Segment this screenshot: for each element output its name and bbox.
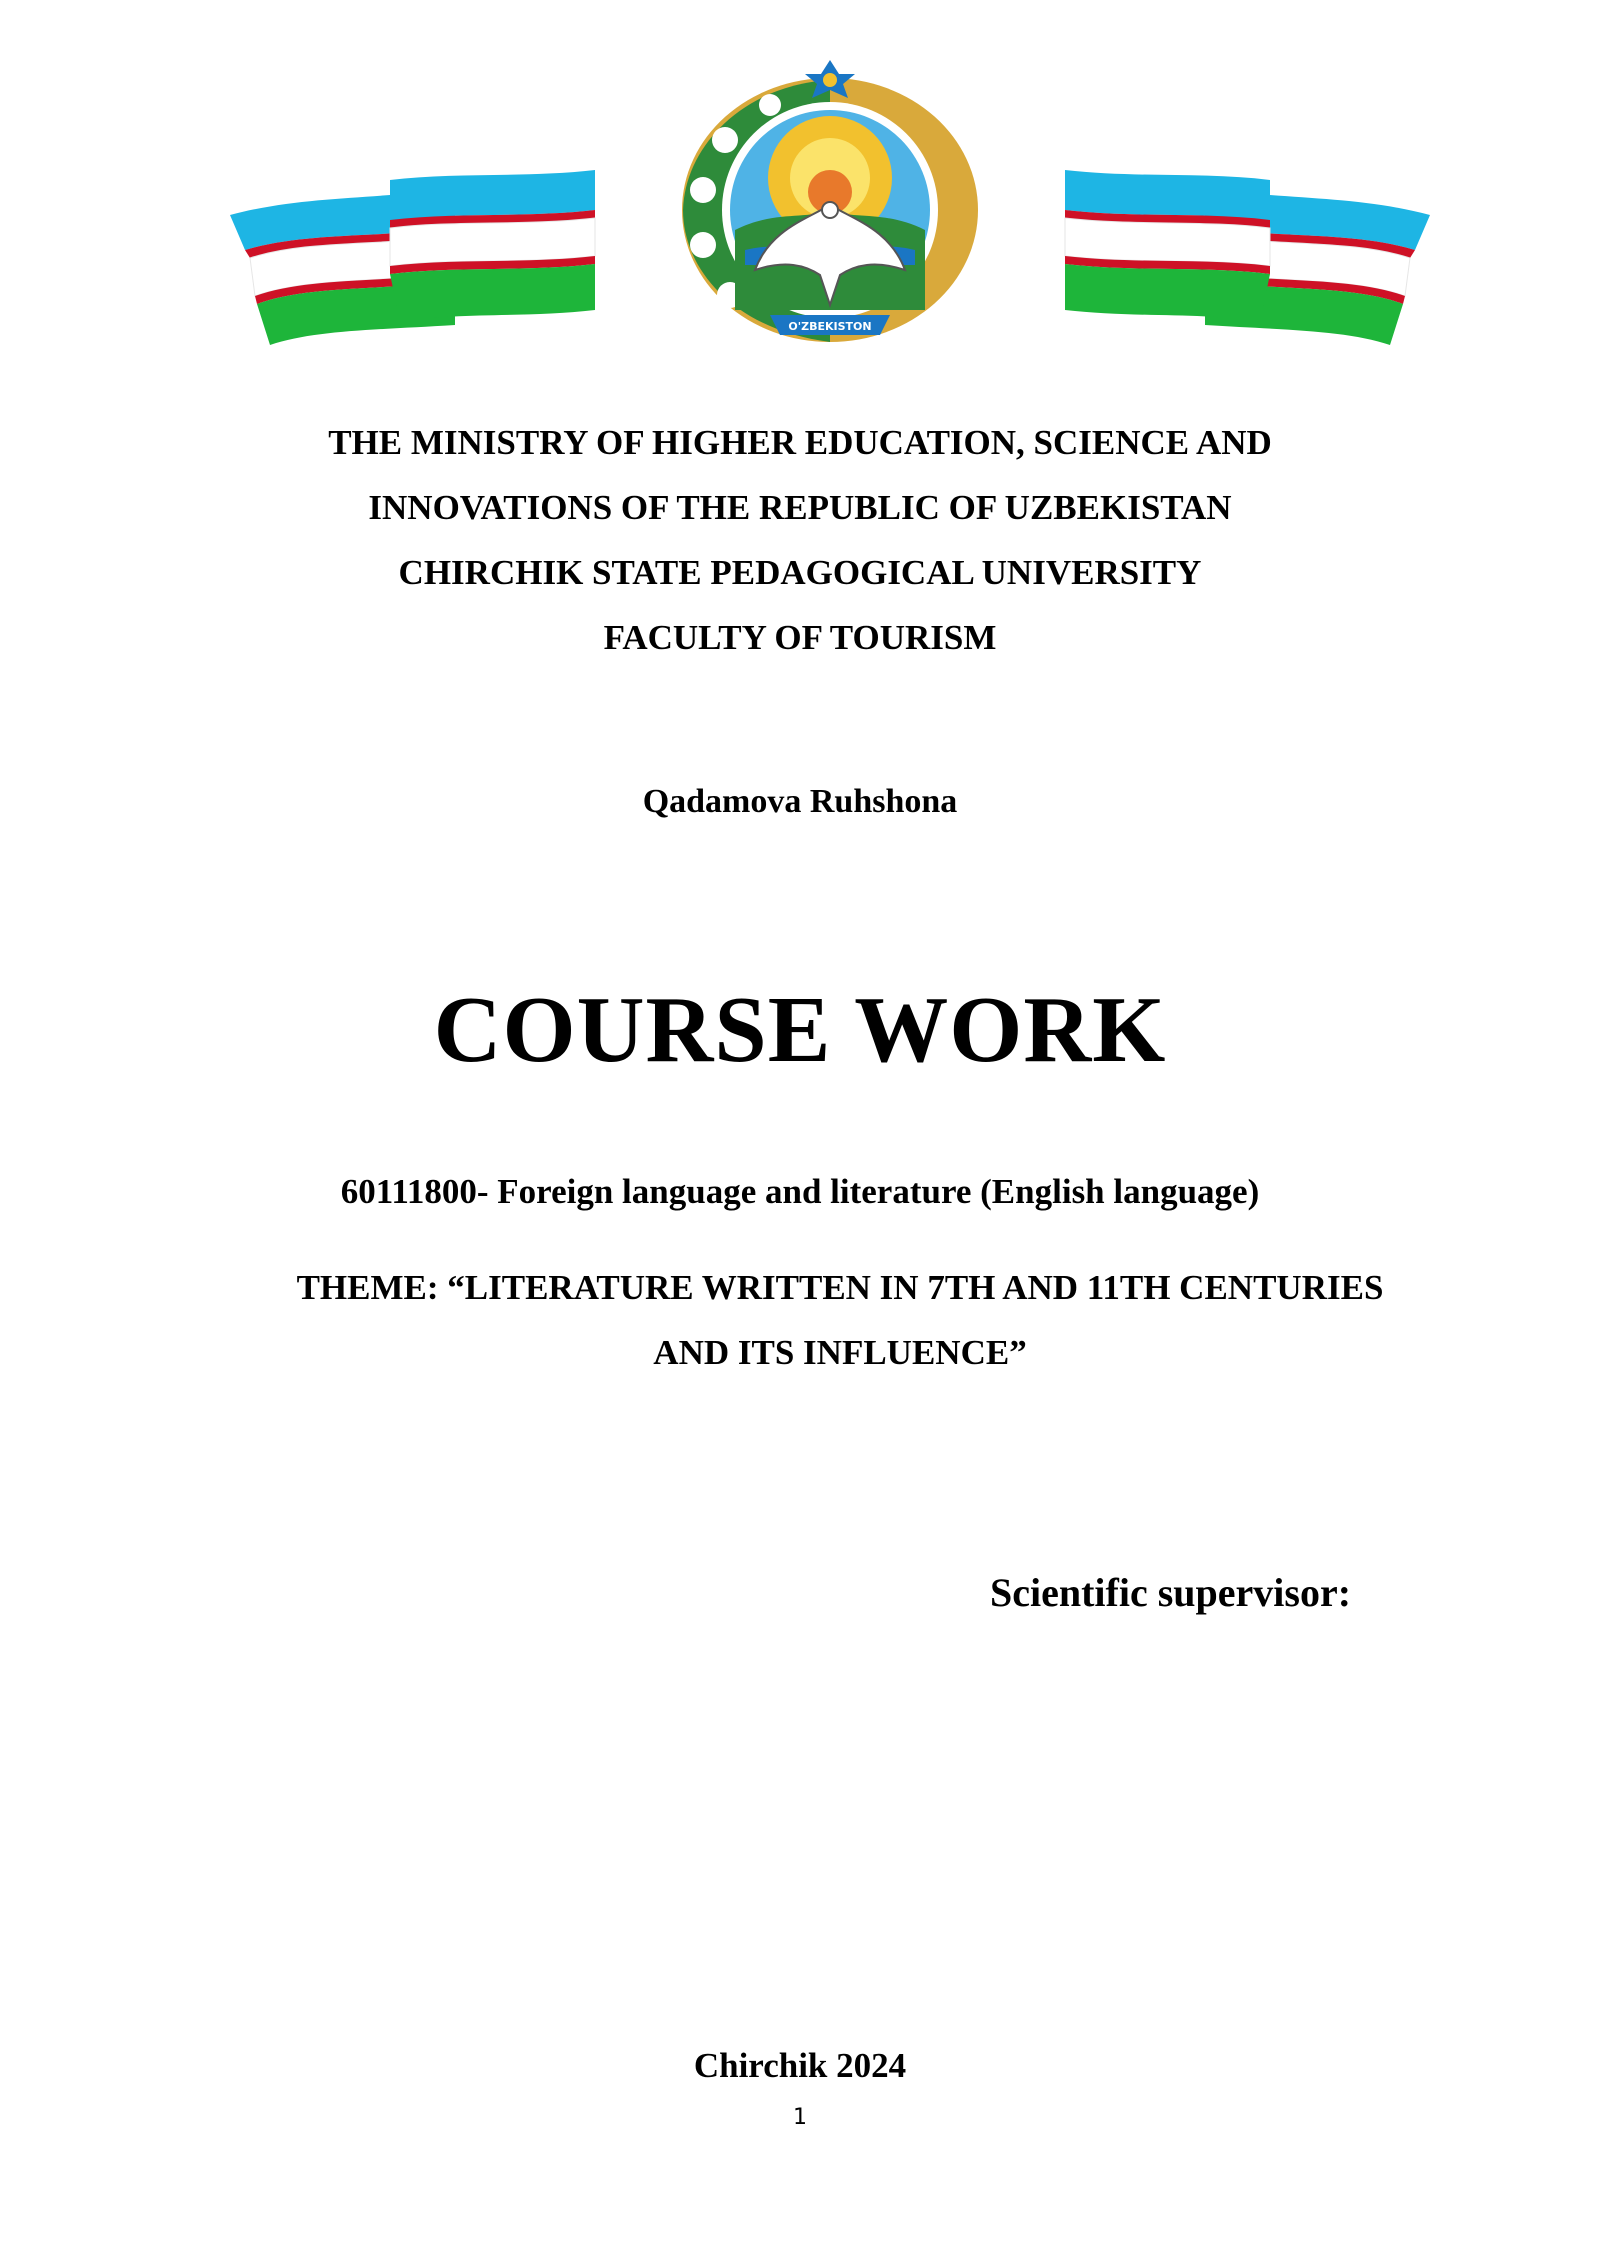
- supervisor-label: Scientific supervisor:: [990, 1570, 1352, 1615]
- flag-ribbon-left: [230, 170, 595, 345]
- emblem-ribbon-text: O'ZBEKISTON: [788, 320, 872, 333]
- header-line-university: CHIRCHIK STATE PEDAGOGICAL UNIVERSITY: [398, 553, 1202, 592]
- place-and-year: Chirchik 2024: [693, 2046, 907, 2085]
- institution-header: [0, 410, 1600, 670]
- document-title: COURSE WORK: [433, 978, 1167, 1082]
- flag-ribbon-right: [1065, 170, 1430, 345]
- header-line-ministry-1: THE MINISTRY OF HIGHER EDUCATION, SCIENCE AND: [328, 423, 1272, 462]
- state-emblem-banner-icon: [225, 60, 1435, 345]
- page-number: 1: [793, 2105, 807, 2130]
- header-line-ministry-2: INNOVATIONS OF THE REPUBLIC OF UZBEKISTAN: [368, 488, 1232, 527]
- header-line-faculty: FACULTY OF TOURISM: [603, 618, 997, 657]
- author-name: Qadamova Ruhshona: [642, 783, 958, 820]
- theme-line-2: AND ITS INFLUENCE”: [653, 1333, 1027, 1372]
- theme-line-1: THEME: “LITERATURE WRITTEN IN 7TH AND 11TH CENTURIES: [296, 1268, 1384, 1307]
- theme-statement: [240, 1255, 1440, 1385]
- coat-of-arms: [682, 60, 978, 342]
- specialty-code: 60111800- Foreign language and literature (English language): [340, 1172, 1260, 1211]
